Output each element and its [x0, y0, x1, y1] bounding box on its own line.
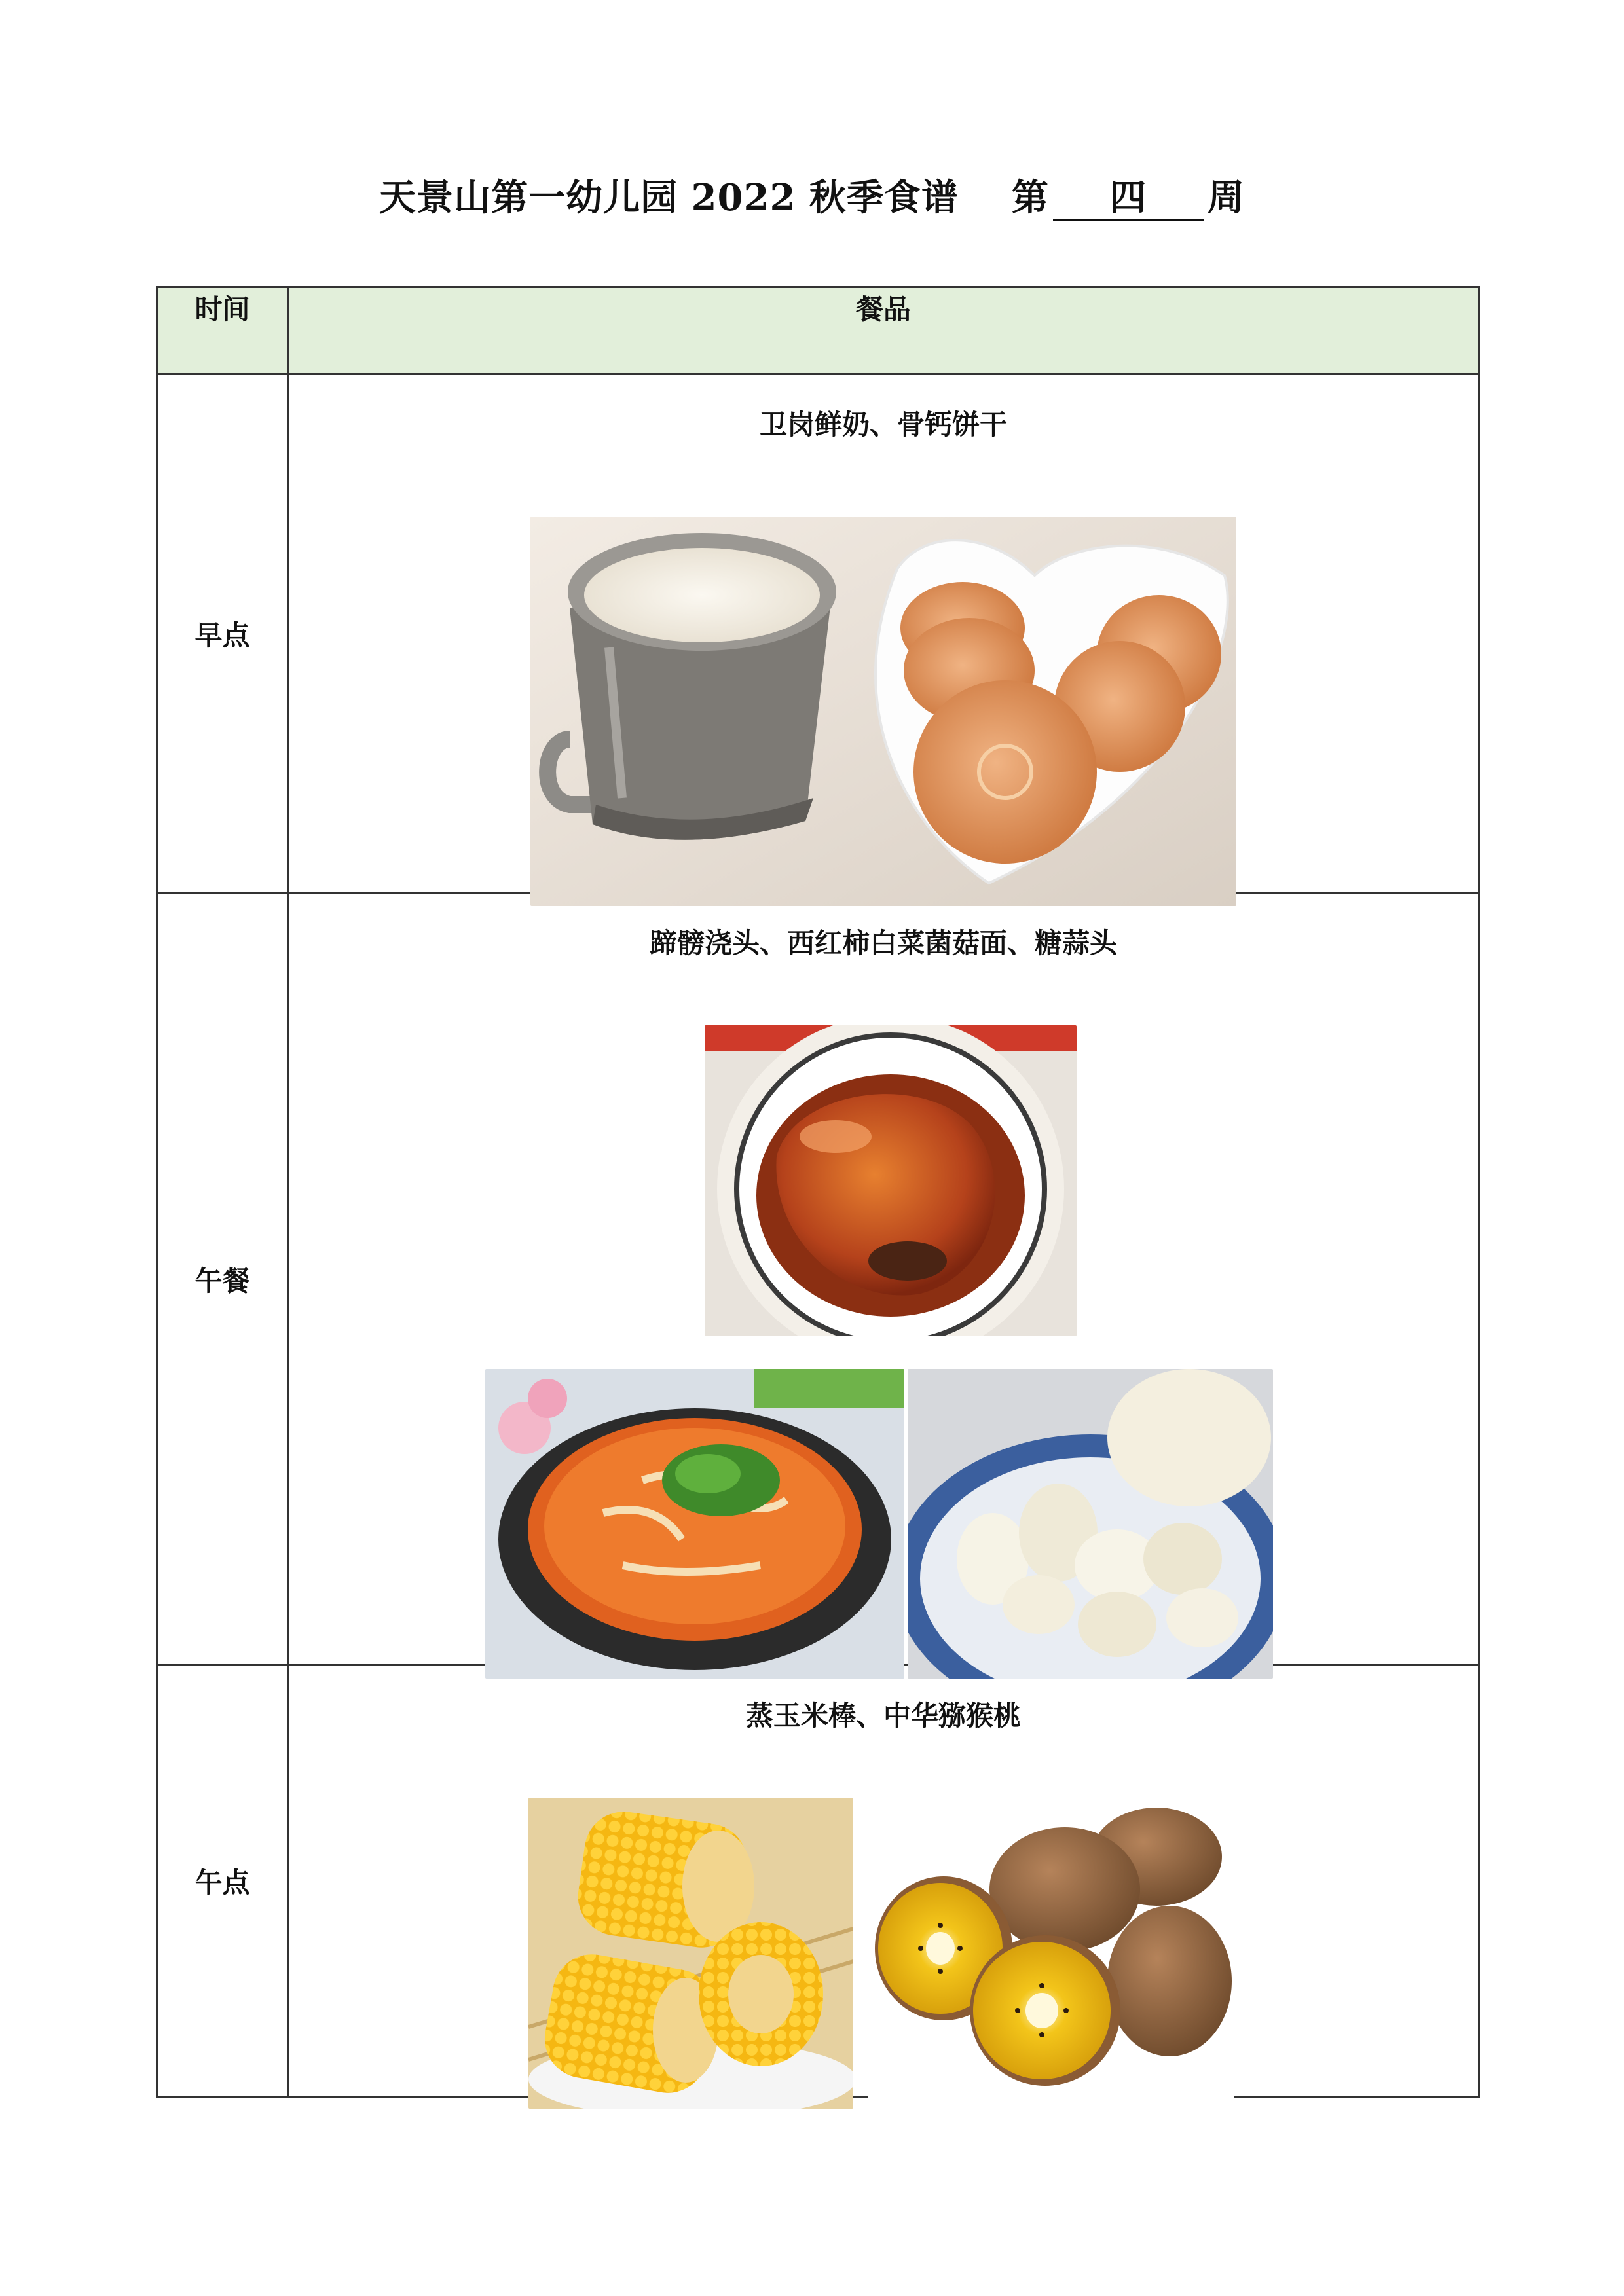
steamed-corn-photo: [528, 1798, 853, 2109]
header-time: 时间: [157, 287, 288, 374]
time-cell-breakfast: 早点: [157, 374, 288, 893]
tomato-mushroom-noodles-photo: [485, 1369, 904, 1679]
milk-and-biscuits-photo: [530, 517, 1236, 906]
time-cell-lunch: 午餐: [157, 893, 288, 1666]
dish-cell-breakfast: [288, 374, 1479, 893]
header-dishes: 餐品: [288, 287, 1479, 374]
dish-title-snack: 蒸玉米棒、中华猕猴桃: [745, 1700, 1021, 1732]
dish-title-lunch: 蹄髈浇头、西红柿白菜菌菇面、糖蒜头: [649, 927, 1117, 959]
table-row: [157, 893, 1479, 1666]
table-header-row: [157, 287, 1479, 374]
braised-pork-knuckle-photo: [705, 1025, 1077, 1336]
table-row: [157, 1666, 1479, 2097]
title-main: 天景山第一幼儿园 2022 秋季食谱: [379, 176, 959, 219]
dish-cell-snack: [288, 1666, 1479, 2097]
dish-title-breakfast: 卫岗鲜奶、骨钙饼干: [759, 409, 1007, 441]
sweet-garlic-photo: [908, 1369, 1273, 1679]
dish-cell-lunch: [288, 893, 1479, 1666]
week-number: 四: [1053, 176, 1204, 221]
week-prefix: 第: [1011, 176, 1049, 219]
golden-kiwi-photo: [868, 1798, 1234, 2109]
page-title: [0, 172, 1624, 224]
menu-table: [156, 286, 1480, 2098]
week-suffix: 周: [1207, 176, 1245, 219]
table-row: [157, 374, 1479, 893]
time-cell-snack: 午点: [157, 1666, 288, 2097]
